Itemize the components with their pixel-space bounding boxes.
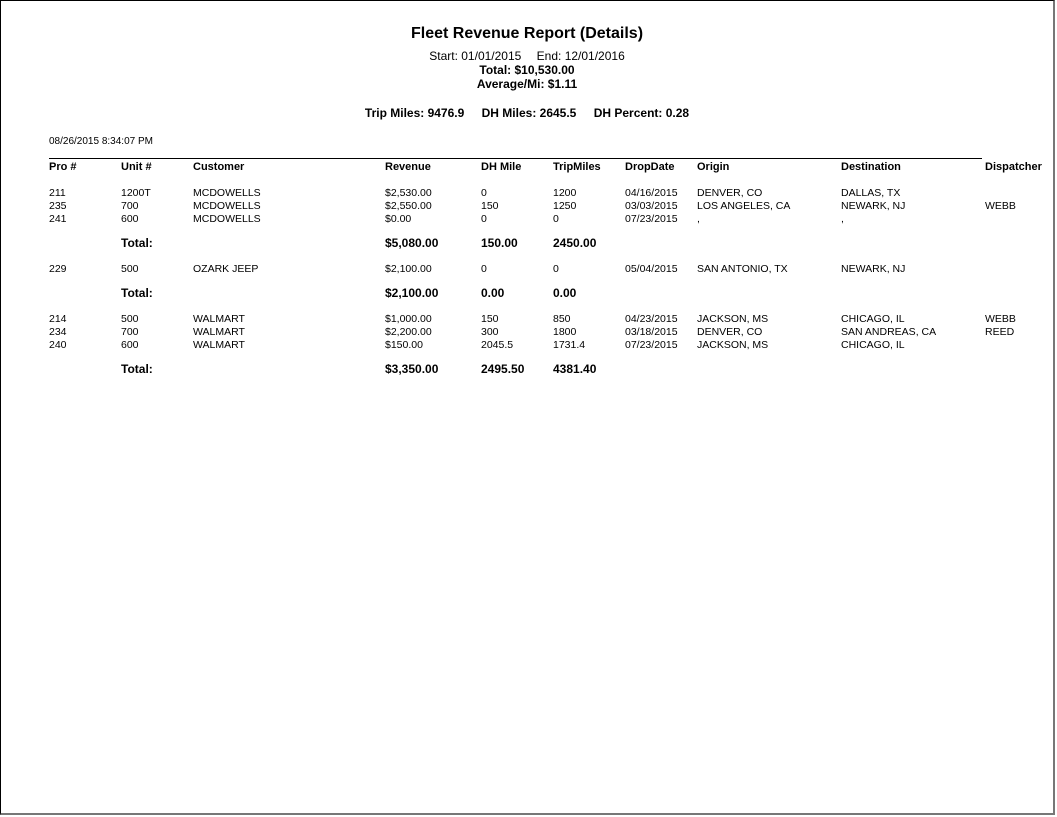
cell-drop-date: 03/18/2015 <box>625 326 678 338</box>
cell-origin: DENVER, CO <box>697 326 763 338</box>
cell-destination: CHICAGO, IL <box>841 339 905 351</box>
cell-pro-number: 211 <box>49 187 66 199</box>
cell-pro-number: 229 <box>49 263 67 275</box>
cell-unit-number: 700 <box>121 326 139 338</box>
column-header-drop-date: DropDate <box>625 161 675 173</box>
grand-total: Total: $10,530.00 <box>479 63 575 77</box>
cell-dh-mile: 300 <box>481 326 499 338</box>
cell-drop-date: 07/23/2015 <box>625 339 678 351</box>
cell-customer: MCDOWELLS <box>193 200 261 212</box>
cell-revenue: $0.00 <box>385 213 412 225</box>
dh-miles: DH Miles: 2645.5 <box>481 106 577 120</box>
cell-pro-number: 214 <box>49 313 67 325</box>
cell-destination: NEWARK, NJ <box>841 200 906 212</box>
cell-unit-number: 500 <box>121 263 139 275</box>
group-total-dh-mile: 150.00 <box>481 236 518 250</box>
cell-trip-miles: 1800 <box>553 326 577 338</box>
cell-drop-date: 07/23/2015 <box>625 213 678 225</box>
cell-destination: NEWARK, NJ <box>841 263 906 275</box>
column-header-trip-miles: TripMiles <box>553 161 601 173</box>
cell-customer: WALMART <box>193 326 245 338</box>
group-total-label: Total: <box>121 362 153 376</box>
cell-unit-number: 1200T <box>121 187 151 199</box>
cell-customer: MCDOWELLS <box>193 187 261 199</box>
group-total-dh-mile: 2495.50 <box>481 362 525 376</box>
group-total-trip-miles: 0.00 <box>553 286 577 300</box>
cell-destination: CHICAGO, IL <box>841 313 905 325</box>
cell-destination: SAN ANDREAS, CA <box>841 326 937 338</box>
print-timestamp: 08/26/2015 8:34:07 PM <box>49 136 153 147</box>
cell-trip-miles: 1250 <box>553 200 577 212</box>
start-date: Start: 01/01/2015 <box>429 49 522 63</box>
cell-destination: , <box>841 213 844 225</box>
cell-pro-number: 235 <box>49 200 67 212</box>
column-header-dispatcher: Dispatcher <box>985 161 1042 173</box>
cell-origin: , <box>697 213 700 225</box>
group-total-revenue: $3,350.00 <box>385 362 439 376</box>
end-date: End: 12/01/2016 <box>536 49 625 63</box>
cell-unit-number: 700 <box>121 200 139 212</box>
cell-customer: WALMART <box>193 313 245 325</box>
cell-dispatcher: WEBB <box>985 313 1016 325</box>
cell-customer: WALMART <box>193 339 245 351</box>
cell-trip-miles: 0 <box>553 213 559 225</box>
cell-revenue: $1,000.00 <box>385 313 432 325</box>
cell-revenue: $2,200.00 <box>385 326 432 338</box>
column-header-dh-mile: DH Mile <box>481 161 522 173</box>
cell-revenue: $2,100.00 <box>385 263 432 275</box>
cell-customer: MCDOWELLS <box>193 213 261 225</box>
cell-revenue: $2,530.00 <box>385 187 432 199</box>
cell-dh-mile: 0 <box>481 263 487 275</box>
cell-origin: LOS ANGELES, CA <box>697 200 791 212</box>
cell-dh-mile: 150 <box>481 313 499 325</box>
group-total-label: Total: <box>121 286 153 300</box>
cell-trip-miles: 850 <box>553 313 571 325</box>
cell-pro-number: 241 <box>49 213 67 225</box>
date-range <box>1 49 1053 63</box>
cell-drop-date: 04/16/2015 <box>625 187 678 199</box>
cell-pro-number: 240 <box>49 339 67 351</box>
cell-unit-number: 600 <box>121 339 139 351</box>
cell-origin: SAN ANTONIO, TX <box>697 263 788 275</box>
column-header-pro-number: Pro # <box>49 161 77 173</box>
cell-drop-date: 04/23/2015 <box>625 313 678 325</box>
group-total-revenue: $2,100.00 <box>385 286 439 300</box>
column-header-revenue: Revenue <box>385 161 431 173</box>
cell-trip-miles: 1200 <box>553 187 577 199</box>
cell-drop-date: 03/03/2015 <box>625 200 678 212</box>
cell-dispatcher: REED <box>985 326 1015 338</box>
column-header-unit-number: Unit # <box>121 161 152 173</box>
average-per-mile: Average/Mi: $1.11 <box>476 77 578 91</box>
cell-pro-number: 234 <box>49 326 67 338</box>
group-total-revenue: $5,080.00 <box>385 236 439 250</box>
cell-unit-number: 500 <box>121 313 139 325</box>
cell-customer: OZARK JEEP <box>193 263 259 275</box>
group-total-label: Total: <box>121 236 153 250</box>
group-total-dh-mile: 0.00 <box>481 286 505 300</box>
column-header-origin: Origin <box>697 161 730 173</box>
column-header-destination: Destination <box>841 161 901 173</box>
mileage-summary <box>1 106 1053 120</box>
column-header-customer: Customer <box>193 161 245 173</box>
cell-trip-miles: 1731.4 <box>553 339 586 351</box>
cell-dh-mile: 150 <box>481 200 499 212</box>
cell-dh-mile: 0 <box>481 213 487 225</box>
cell-revenue: $150.00 <box>385 339 423 351</box>
trip-miles: Trip Miles: 9476.9 <box>364 106 465 120</box>
cell-dispatcher: WEBB <box>985 200 1016 212</box>
group-total-trip-miles: 2450.00 <box>553 236 597 250</box>
cell-dh-mile: 0 <box>481 187 487 199</box>
cell-drop-date: 05/04/2015 <box>625 263 678 275</box>
cell-trip-miles: 0 <box>553 263 559 275</box>
report-title: Fleet Revenue Report (Details) <box>410 25 644 42</box>
cell-revenue: $2,550.00 <box>385 200 432 212</box>
cell-dh-mile: 2045.5 <box>481 339 514 351</box>
cell-origin: JACKSON, MS <box>697 313 769 325</box>
cell-origin: JACKSON, MS <box>697 339 769 351</box>
cell-unit-number: 600 <box>121 213 139 225</box>
header-divider <box>49 158 982 159</box>
dh-percent: DH Percent: 0.28 <box>593 106 690 120</box>
group-total-trip-miles: 4381.40 <box>553 362 597 376</box>
cell-origin: DENVER, CO <box>697 187 763 199</box>
cell-destination: DALLAS, TX <box>841 187 901 199</box>
